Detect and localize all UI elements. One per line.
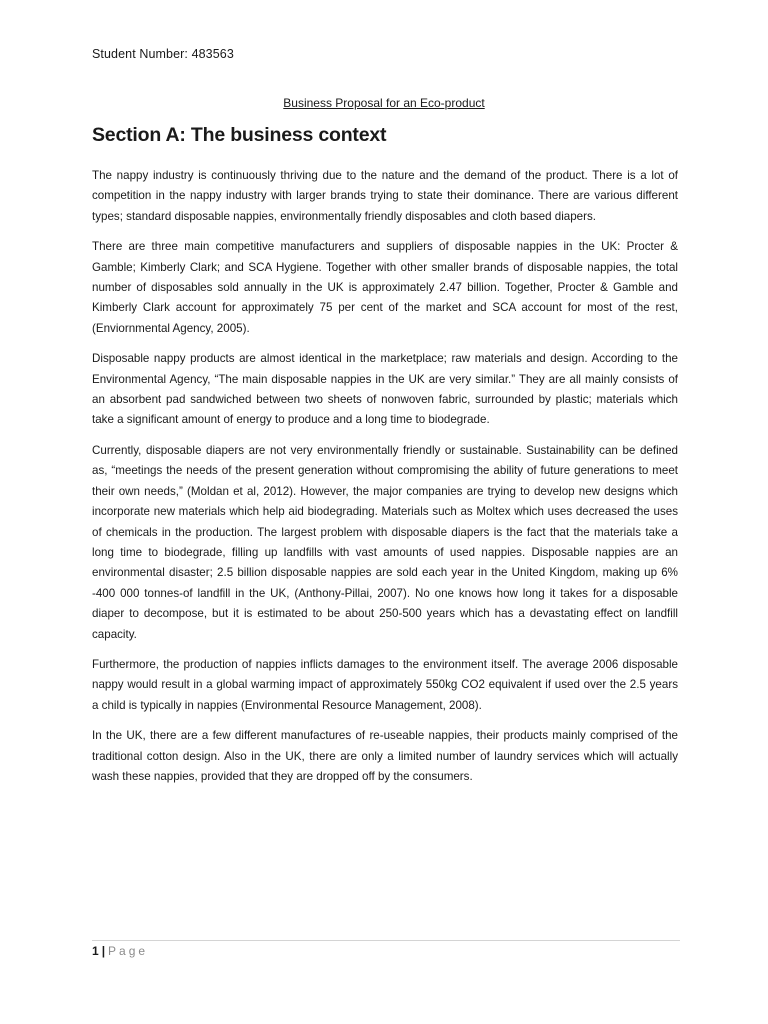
paragraph: In the UK, there are a few different manufactures of re-useable nappies, their products mainly comprised of the traditional cotton design. Also in the UK, there are only a limited number of laundry services which will actually wash these nappies, provided that they are dropped off by the consumers. bbox=[92, 729, 678, 783]
page-number: 1 bbox=[92, 944, 99, 958]
paragraph: There are three main competitive manufacturers and suppliers of disposable nappies in the UK: Procter & Gamble; Kimberly Clark; and SCA Hygiene. Together with other smaller brands of disposable nappies, the total number of disposables sold annually in the UK is approximately 2.47 billion. Together, Procter & Gamble and Kimberly Clark account for approximately 75 per cent of the market and SCA account for most of the rest, (Enviornmental Agency, 2005). bbox=[92, 240, 678, 335]
section-heading: Section A: The business context bbox=[92, 124, 387, 146]
paragraph: Disposable nappy products are almost identical in the marketplace; raw materials and design. According to the Environmental Agency, “The main disposable nappies in the UK are very similar.” They are all mainly consists of an absorbent pad sandwiched between two sheets of nonwoven fabric, surrounded by plastic; materials which take a significant amount of energy to produce and a long time to biodegrade. bbox=[92, 352, 678, 427]
paragraph: Currently, disposable diapers are not very environmentally friendly or sustainable. Sustainability can be defined as, “meetings the needs of the present generation without compromising the ability of future generations to meet their own needs,” (Moldan et al, 2012). However, the major companies are trying to develop new designs which incorporate new materials which help aid biodegrading. Materials such as Moltex which uses decreased the uses of chemicals in the production. The largest problem with disposable diapers is the fact that the materials take a long time to biodegrade, filling up landfills with vast amounts of used nappies. Disposable nappies are an environmental disaster; 2.5 billion disposable nappies are sold each year in the United Kingdom, making up 6% -400 000 tonnes-of landfill in the UK, (Anthony-Pillai, 2007). No one knows how long it takes for a disposable diaper to decompose, but it is estimated to be about 250-500 years which has a devastating effect on landfill capacity. bbox=[92, 443, 678, 641]
page-label: Page bbox=[108, 944, 149, 958]
paragraph: The nappy industry is continuously thriving due to the nature and the demand of the product. There is a lot of competition in the nappy industry with larger brands trying to state their dominance. There are various different types; standard disposable nappies, environmentally friendly disposables and cloth based diapers. bbox=[92, 169, 678, 223]
body-text bbox=[92, 166, 678, 797]
footer-divider bbox=[92, 940, 680, 941]
document-title-text: Business Proposal for an Eco-product bbox=[283, 96, 485, 110]
student-number: Student Number: 483563 bbox=[92, 47, 234, 61]
document-title bbox=[0, 96, 768, 110]
page-footer bbox=[92, 944, 148, 958]
paragraph: Furthermore, the production of nappies inflicts damages to the environment itself. The average 2006 disposable nappy would result in a global warming impact of approximately 550kg CO2 equivalent if used over the 2.5 years a child is typically in nappies (Environmental Resource Management, 2008). bbox=[92, 657, 678, 712]
footer-separator: | bbox=[101, 944, 106, 958]
